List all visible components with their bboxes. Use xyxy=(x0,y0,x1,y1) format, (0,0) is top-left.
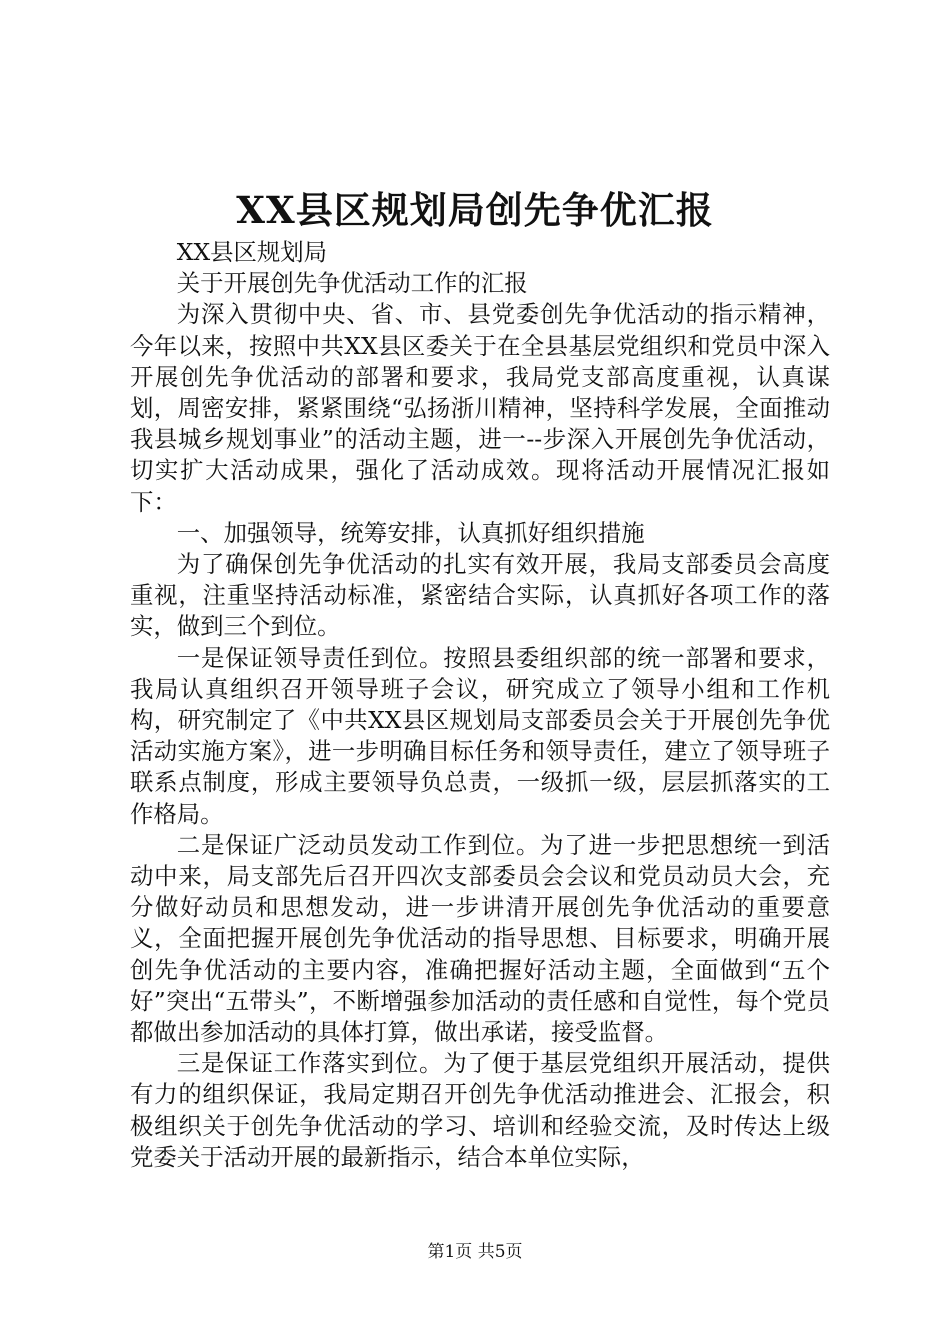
paragraph: 关于开展创先争优活动工作的汇报 xyxy=(176,269,528,298)
paragraph: 二是保证广泛动员发动工作到位。为了进一步把思想统一到活动中来，局支部先后召开四次支部委员会会议和党员动员大会，充分做好动员和思想发动，进一步讲清开展创先争优活动的重要意义，全面把握开展创先争优活动的指导思想、目标要求，明确开展创先争优活动的主要内容，准确把握好活动主题，全面做到“五个好”突出“五带头”，不断增强参加活动的责任感和自觉性，每个党员都做出参加活动的具体打算，做出承诺，接受监督。 xyxy=(130,830,830,1047)
paragraph: 一是保证领导责任到位。按照县委组织部的统一部署和要求，我局认真组织召开领导班子会议，研究成立了领导小组和工作机构，研究制定了《中共XX县区规划局支部委员会关于开展创先争优活动实施方案》，进一步明确目标任务和领导责任，建立了领导班子联系点制度，形成主要领导负总责，一级抓一级，层层抓落实的工作格局。 xyxy=(130,643,830,828)
section-heading: 一、加强领导，统筹安排，认真抓好组织措施 xyxy=(176,518,645,547)
paragraph: 为深入贯彻中央、省、市、县党委创先争优活动的指示精神，今年以来，按照中共XX县区委关于在全县基层党组织和党员中深入开展创先争优活动的部署和要求，我局党支部高度重视，认真谋划，周密安排，紧紧围绕“弘扬浙川精神，坚持科学发展，全面推动我县城乡规划事业”的活动主题，进一--步深入开展创先争优活动，切实扩大活动成果，强化了活动成效。现将活动开展情况汇报如下： xyxy=(130,300,830,516)
paragraph: XX县区规划局 xyxy=(176,238,328,266)
document-body xyxy=(130,237,830,1173)
paragraph: 为了确保创先争优活动的扎实有效开展，我局支部委员会高度重视，注重坚持活动标准，紧密结合实际，认真抓好各项工作的落实，做到三个到位。 xyxy=(130,550,830,641)
document-title: XX县区规划局创先争优汇报 xyxy=(236,188,714,232)
page-number-footer: 第1页 共5页 xyxy=(427,1242,523,1262)
paragraph: 三是保证工作落实到位。为了便于基层党组织开展活动，提供有力的组织保证，我局定期召开创先争优活动推进会、汇报会，积极组织关于创先争优活动的学习、培训和经验交流，及时传达上级党委关于活动开展的最新指示，结合本单位实际， xyxy=(130,1049,830,1171)
